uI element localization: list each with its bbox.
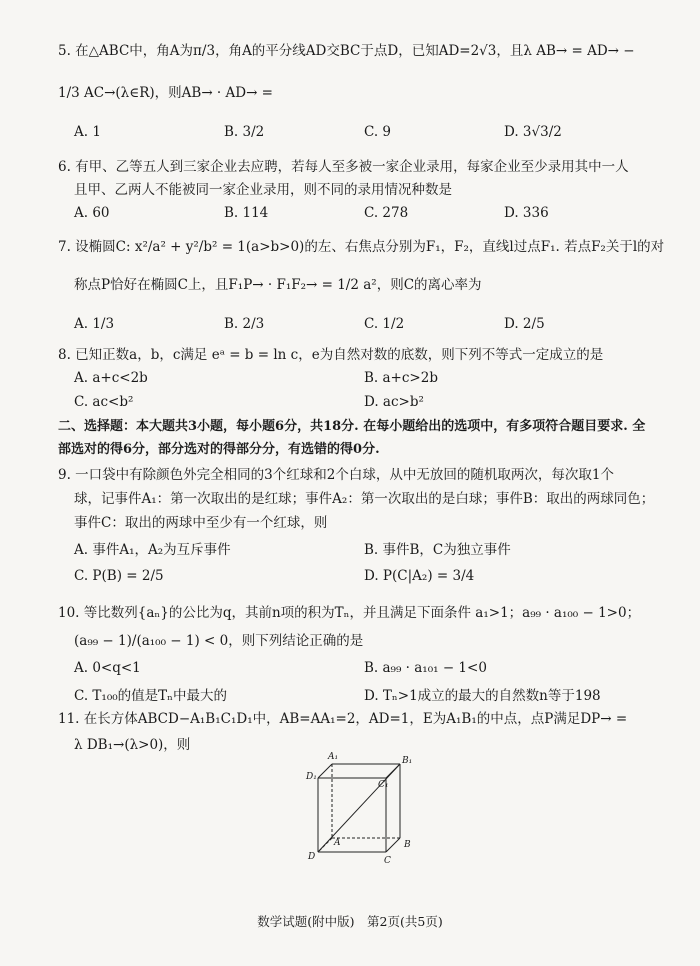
q9-option-b: B. 事件B，C为独立事件: [364, 542, 511, 558]
page-footer: 数学试题(附中版) 第2页(共5页): [257, 914, 443, 929]
label-b: B: [404, 840, 411, 850]
cuboid-figure: [300, 752, 420, 875]
q6-line1: 6. 有甲、乙等五人到三家企业去应聘，若每人至多被一家企业录用，每家企业至少录用其中一人: [58, 159, 629, 175]
edge-d1-a1: [318, 764, 332, 778]
q5-option-c: C. 9: [364, 124, 392, 140]
q11-line1: 11. 在长方体ABCD−A₁B₁C₁D₁中，AB=AA₁=2，AD=1，E为A₁B₁的中点，点P满足DP→ =: [58, 711, 628, 727]
q11-line2: λ DB₁→(λ>0)，则: [74, 737, 191, 753]
q8-option-d: D. ac>b²: [364, 394, 424, 410]
label-a1: A₁: [328, 752, 339, 762]
q8-option-b: B. a+c>2b: [364, 370, 438, 386]
label-d: D: [308, 852, 316, 862]
q6-option-a: A. 60: [74, 205, 110, 221]
q6-option-c: C. 278: [364, 205, 409, 221]
q5-line2: 1/3 AC→(λ∈R)，则AB→ · AD→ =: [58, 85, 273, 101]
q5-option-d: D. 3√3/2: [504, 124, 562, 140]
q8-option-c: C. ac<b²: [74, 394, 134, 410]
label-a: A: [334, 838, 341, 848]
q5-option-b: B. 3/2: [224, 124, 265, 140]
label-c1: C₁: [378, 780, 389, 790]
q5-option-a: A. 1: [74, 124, 101, 140]
q7-option-a: A. 1/3: [74, 316, 115, 332]
q9-line1: 9. 一口袋中有除颜色外完全相同的3个红球和2个白球，从中无放回的随机取两次，每次取1个: [58, 467, 614, 483]
q7-option-b: B. 2/3: [224, 316, 265, 332]
q8-line1: 8. 已知正数a，b，c满足 eᵃ = b = ln c，e为自然对数的底数，则下列不等式一定成立的是: [58, 347, 604, 363]
q7-options: [74, 316, 664, 336]
q8-options-row1: [74, 370, 664, 390]
q10-option-d: D. Tₙ>1成立的最大的自然数n等于198: [364, 688, 601, 704]
q9-option-c: C. P(B) = 2/5: [74, 568, 164, 584]
q8-options-row2: [74, 394, 664, 414]
label-b1: B₁: [402, 756, 413, 766]
q9-options-row2: [74, 568, 664, 588]
q8-option-a: A. a+c<2b: [74, 370, 148, 386]
q9-options-row1: [74, 538, 664, 558]
q7-option-d: D. 2/5: [504, 316, 545, 332]
q7-line2: 称点P恰好在椭圆C上，且F₁P→ · F₁F₂→ = 1/2 a²，则C的离心率为: [74, 277, 482, 293]
q7-option-c: C. 1/2: [364, 316, 405, 332]
q10-line2: (a₉₉ − 1)/(a₁₀₀ − 1) < 0，则下列结论正确的是: [74, 633, 364, 649]
q5-options: [74, 124, 664, 144]
q10-option-a: A. 0<q<1: [74, 660, 141, 676]
cuboid-diagram: [300, 760, 420, 875]
q10-options-row1: [74, 660, 664, 680]
q10-option-b: B. a₉₉ · a₁₀₁ − 1<0: [364, 660, 487, 676]
diagonal-db1: [318, 764, 400, 852]
q10-line1: 10. 等比数列{aₙ}的公比为q，其前n项的积为Tₙ，并且满足下面条件 a₁>1；a₉₉ · a₁₀₀ − 1>0；: [58, 605, 641, 621]
q6-line2: 且甲、乙两人不能被同一家企业录用，则不同的录用情况种数是: [74, 182, 452, 198]
edge-c-b: [386, 838, 400, 852]
label-c: C: [384, 856, 391, 866]
q9-option-a: A. 事件A₁，A₂为互斥事件: [74, 542, 231, 558]
label-d1: D₁: [306, 772, 317, 782]
section2-heading-line2: 部选对的得6分，部分选对的得部分分，有选错的得0分.: [58, 442, 380, 457]
q7-line1: 7. 设椭圆C: x²/a² + y²/b² = 1(a>b>0)的左、右焦点分别为F₁，F₂，直线l过点F₁. 若点F₂关于l的对: [58, 239, 665, 255]
q9-line3: 事件C：取出的两球中至少有一个红球，则: [74, 515, 328, 531]
q6-option-d: D. 336: [504, 205, 549, 221]
q5-line1: 5. 在△ABC中，角A为π/3，角A的平分线AD交BC于点D，已知AD=2√3，且λ AB→ = AD→ −: [58, 43, 635, 59]
q6-option-b: B. 114: [224, 205, 269, 221]
q10-option-c: C. T₁₀₀的值是Tₙ中最大的: [74, 688, 228, 704]
q9-line2: 球，记事件A₁：第一次取出的是红球；事件A₂：第一次取出的是白球；事件B：取出的两球同色；: [74, 491, 655, 507]
q10-options-row2: [74, 684, 664, 704]
q9-option-d: D. P(C|A₂) = 3/4: [364, 568, 475, 584]
section2-heading-line1: 二、选择题：本大题共3小题，每小题6分，共18分. 在每小题给出的选项中，有多项符合题目要求. 全: [58, 419, 646, 434]
q6-options: [74, 205, 664, 225]
